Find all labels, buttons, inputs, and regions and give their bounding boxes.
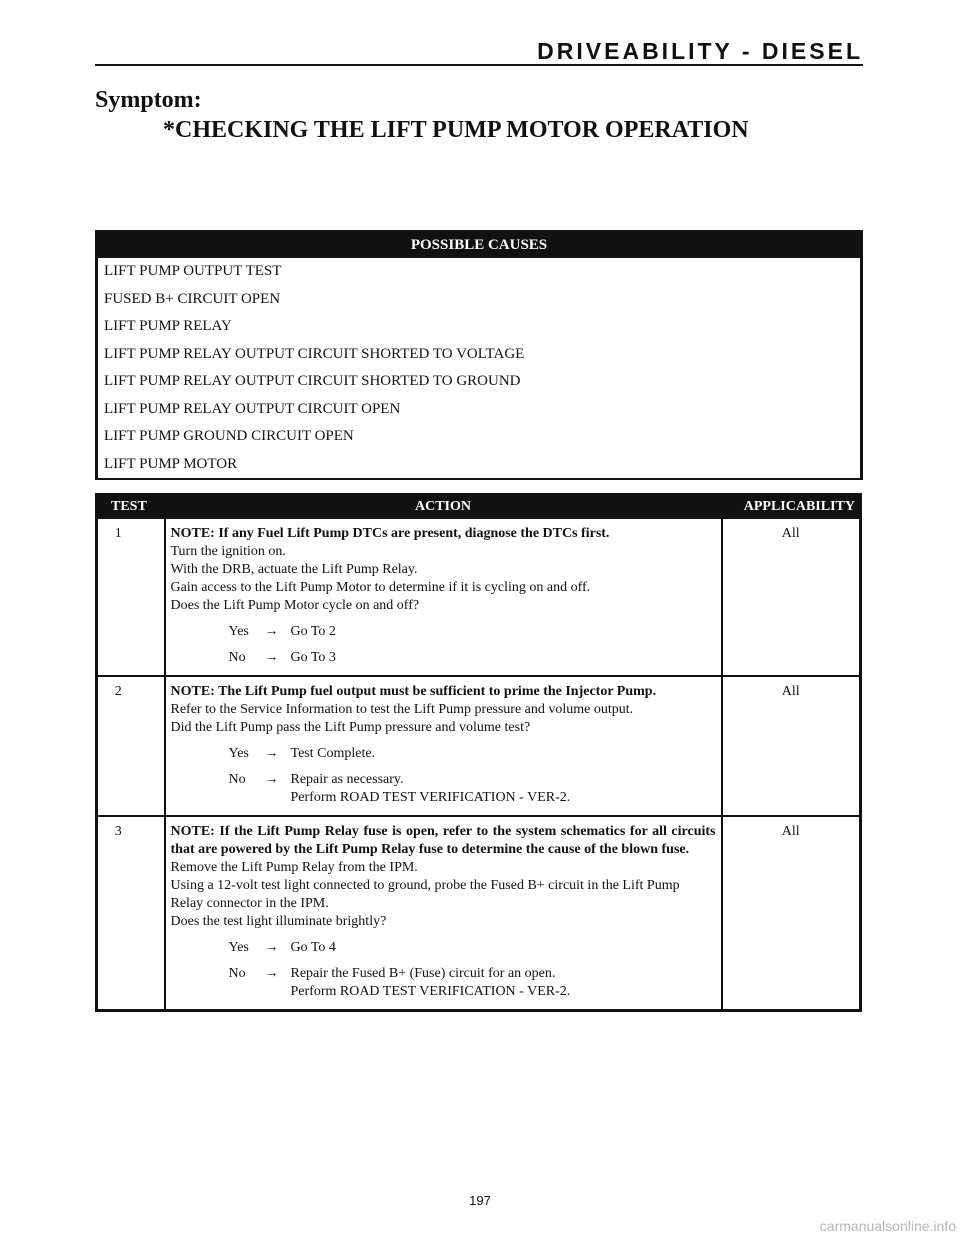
no-result xyxy=(171,649,716,667)
no-label: No xyxy=(228,650,246,665)
action-line: Using a 12-volt test light connected to ground, probe the Fused B+ circuit in the Lift Pump Relay connector in the IPM. xyxy=(170,878,680,911)
test-table-header-row xyxy=(97,495,861,519)
header-rule xyxy=(95,64,863,66)
yes-outcome xyxy=(291,939,716,957)
possible-causes-box xyxy=(95,230,863,480)
cause-item: LIFT PUMP RELAY OUTPUT CIRCUIT SHORTED TO GROUND xyxy=(104,373,521,389)
outcome-line: Go To 2 xyxy=(290,624,336,639)
test-applicability: All xyxy=(722,518,861,676)
arrow-icon: → xyxy=(264,966,279,981)
outcome-line: Go To 3 xyxy=(290,650,336,665)
symptom-label: Symptom: xyxy=(95,87,202,113)
outcome-line: Perform ROAD TEST VERIFICATION - VER-2. xyxy=(290,984,571,999)
symptom-text: *CHECKING THE LIFT PUMP MOTOR OPERATION xyxy=(163,117,749,143)
test-row-3 xyxy=(97,816,861,1011)
outcome-line: Repair the Fused B+ (Fuse) circuit for an open. xyxy=(290,966,556,981)
cause-item: LIFT PUMP GROUND CIRCUIT OPEN xyxy=(104,428,354,444)
no-label: No xyxy=(228,966,246,981)
test-action xyxy=(165,518,722,676)
arrow-icon: → xyxy=(264,940,279,955)
page-number: 197 xyxy=(469,1193,491,1208)
outcome-line: Perform ROAD TEST VERIFICATION - VER-2. xyxy=(290,790,571,805)
action-column-header: ACTION xyxy=(165,495,722,519)
test-note: NOTE: If any Fuel Lift Pump DTCs are present, diagnose the DTCs first. xyxy=(170,526,610,541)
outcome-line: Repair as necessary. xyxy=(290,772,404,787)
outcome-line: Go To 4 xyxy=(290,940,336,955)
cause-item: LIFT PUMP OUTPUT TEST xyxy=(104,263,282,279)
action-line: Did the Lift Pump pass the Lift Pump pressure and volume test? xyxy=(170,720,531,735)
action-line: Remove the Lift Pump Relay from the IPM. xyxy=(170,860,418,875)
no-outcome xyxy=(291,649,716,667)
test-note: NOTE: If the Lift Pump Relay fuse is open, refer to the system schematics for all circuits that are powered by the Lift Pump Relay fuse to determine the cause of the blown fuse. xyxy=(170,824,716,857)
page-header-title: DRIVEABILITY - DIESEL xyxy=(537,38,863,64)
cause-item: LIFT PUMP RELAY xyxy=(104,318,232,334)
arrow-icon: → xyxy=(264,772,279,787)
action-line: With the DRB, actuate the Lift Pump Relay. xyxy=(170,562,418,577)
yes-outcome xyxy=(291,745,716,763)
yes-label: Yes xyxy=(228,624,249,639)
test-applicability: All xyxy=(722,816,861,1011)
test-note: NOTE: The Lift Pump fuel output must be sufficient to prime the Injector Pump. xyxy=(170,684,657,699)
yes-label: Yes xyxy=(228,746,249,761)
test-action xyxy=(165,816,722,1011)
watermark-text: carmanualsonline.info xyxy=(819,1218,956,1234)
arrow-icon: → xyxy=(264,650,279,665)
action-line: Does the test light illuminate brightly? xyxy=(170,914,387,929)
test-applicability: All xyxy=(722,676,861,816)
test-number: 1 xyxy=(97,518,165,676)
test-action xyxy=(165,676,722,816)
no-outcome xyxy=(291,965,716,1001)
no-result xyxy=(171,965,716,1001)
arrow-icon: → xyxy=(264,746,279,761)
yes-result xyxy=(171,939,716,957)
no-outcome xyxy=(291,771,716,807)
test-row-1 xyxy=(97,518,861,676)
possible-causes-header: POSSIBLE CAUSES xyxy=(98,232,860,258)
cause-item: LIFT PUMP RELAY OUTPUT CIRCUIT SHORTED TO VOLTAGE xyxy=(104,345,525,362)
test-column-header: TEST xyxy=(97,495,165,519)
arrow-icon: → xyxy=(264,624,279,639)
no-label: No xyxy=(228,772,246,787)
test-number: 2 xyxy=(97,676,165,816)
yes-result xyxy=(171,623,716,641)
test-row-2 xyxy=(97,676,861,816)
yes-label: Yes xyxy=(228,940,249,955)
action-line: Refer to the Service Information to test the Lift Pump pressure and volume output. xyxy=(170,702,634,717)
yes-result xyxy=(171,745,716,763)
test-table xyxy=(95,493,862,1012)
action-line: Gain access to the Lift Pump Motor to determine if it is cycling on and off. xyxy=(170,580,591,595)
cause-item: LIFT PUMP MOTOR xyxy=(104,455,238,472)
action-line: Turn the ignition on. xyxy=(170,544,286,559)
yes-outcome xyxy=(291,623,716,641)
cause-item: FUSED B+ CIRCUIT OPEN xyxy=(104,290,281,307)
outcome-line: Test Complete. xyxy=(290,746,376,761)
action-line: Does the Lift Pump Motor cycle on and off? xyxy=(170,598,420,613)
applicability-column-header: APPLICABILITY xyxy=(722,495,861,519)
cause-item: LIFT PUMP RELAY OUTPUT CIRCUIT OPEN xyxy=(104,400,401,417)
test-number: 3 xyxy=(97,816,165,1011)
no-result xyxy=(171,771,716,807)
